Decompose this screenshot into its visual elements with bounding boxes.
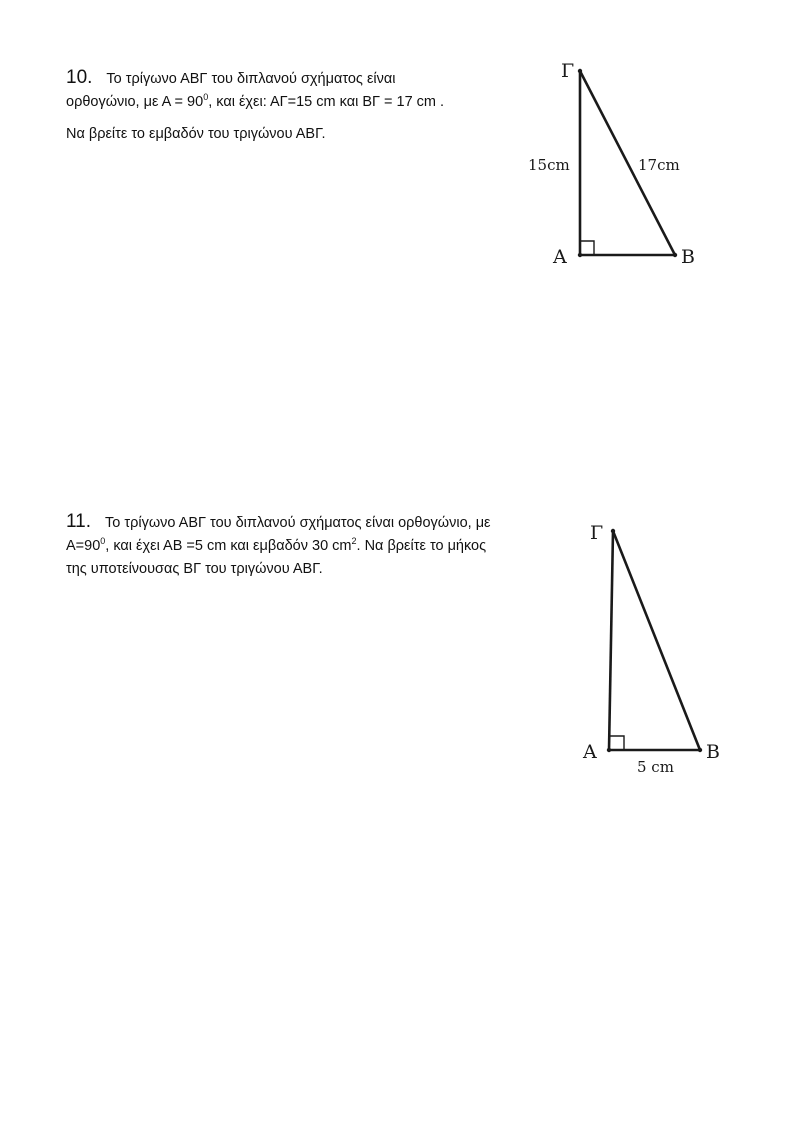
vertex-point-b xyxy=(698,748,702,752)
problem-10-triangle-figure xyxy=(520,55,720,275)
right-angle-marker xyxy=(580,241,594,255)
side-length-label-hypotenuse: 17cm xyxy=(638,156,680,174)
problem-10-question: Να βρείτε το εμβαδόν του τριγώνου ΑΒΓ. xyxy=(66,126,326,142)
problem-10-degree-sup: 0 xyxy=(203,92,209,103)
vertex-label-a: Α xyxy=(583,741,597,763)
problem-11-triangle-figure xyxy=(575,515,750,785)
problem-11-statement xyxy=(66,510,556,581)
problem-11-degree-sup: 0 xyxy=(100,536,106,547)
problem-11-number: 11. xyxy=(66,511,92,532)
problem-10-text-2: ορθογώνιο, με Α = 90 xyxy=(66,94,204,110)
problem-11 xyxy=(66,510,556,581)
problem-11-text-5: της υποτείνουσας ΒΓ του τριγώνου ΑΒΓ. xyxy=(66,561,323,577)
problem-11-square-sup: 2 xyxy=(351,536,357,547)
problem-10-statement xyxy=(66,66,516,114)
vertex-point-a xyxy=(607,748,611,752)
problem-11-text-4: . Να βρείτε το μήκος xyxy=(356,538,487,554)
problem-10-text-3: , και έχει: ΑΓ=15 cm και ΒΓ = 17 cm . xyxy=(208,94,445,110)
problem-11-text-3: , και έχει ΑΒ =5 cm και εμβαδόν 30 cm xyxy=(105,538,352,554)
vertex-point-a xyxy=(578,253,582,257)
problem-10 xyxy=(66,66,516,146)
vertex-point-gamma xyxy=(611,529,615,533)
vertex-label-b: Β xyxy=(706,741,720,763)
problem-10-number: 10. xyxy=(66,67,93,88)
vertex-label-gamma: Γ xyxy=(590,522,604,544)
side-length-label-a-gamma: 15cm xyxy=(528,156,570,174)
problem-10-text-1: Το τρίγωνο ΑΒΓ του διπλανού σχήματος είναι xyxy=(106,71,396,87)
side-b-gamma-hypotenuse xyxy=(613,531,700,750)
vertex-point-b xyxy=(673,253,677,257)
side-length-label-a-b: 5 cm xyxy=(637,758,674,776)
side-a-gamma xyxy=(609,531,613,750)
problem-11-text-2: Α=90 xyxy=(66,538,101,554)
right-angle-marker xyxy=(609,736,624,750)
vertex-label-a: Α xyxy=(553,246,567,268)
vertex-label-b: Β xyxy=(681,246,695,268)
vertex-label-gamma: Γ xyxy=(561,60,575,82)
problem-11-text-1: Το τρίγωνο ΑΒΓ του διπλανού σχήματος είναι ορθογώνιο, με xyxy=(105,515,491,531)
vertex-point-gamma xyxy=(578,69,582,73)
